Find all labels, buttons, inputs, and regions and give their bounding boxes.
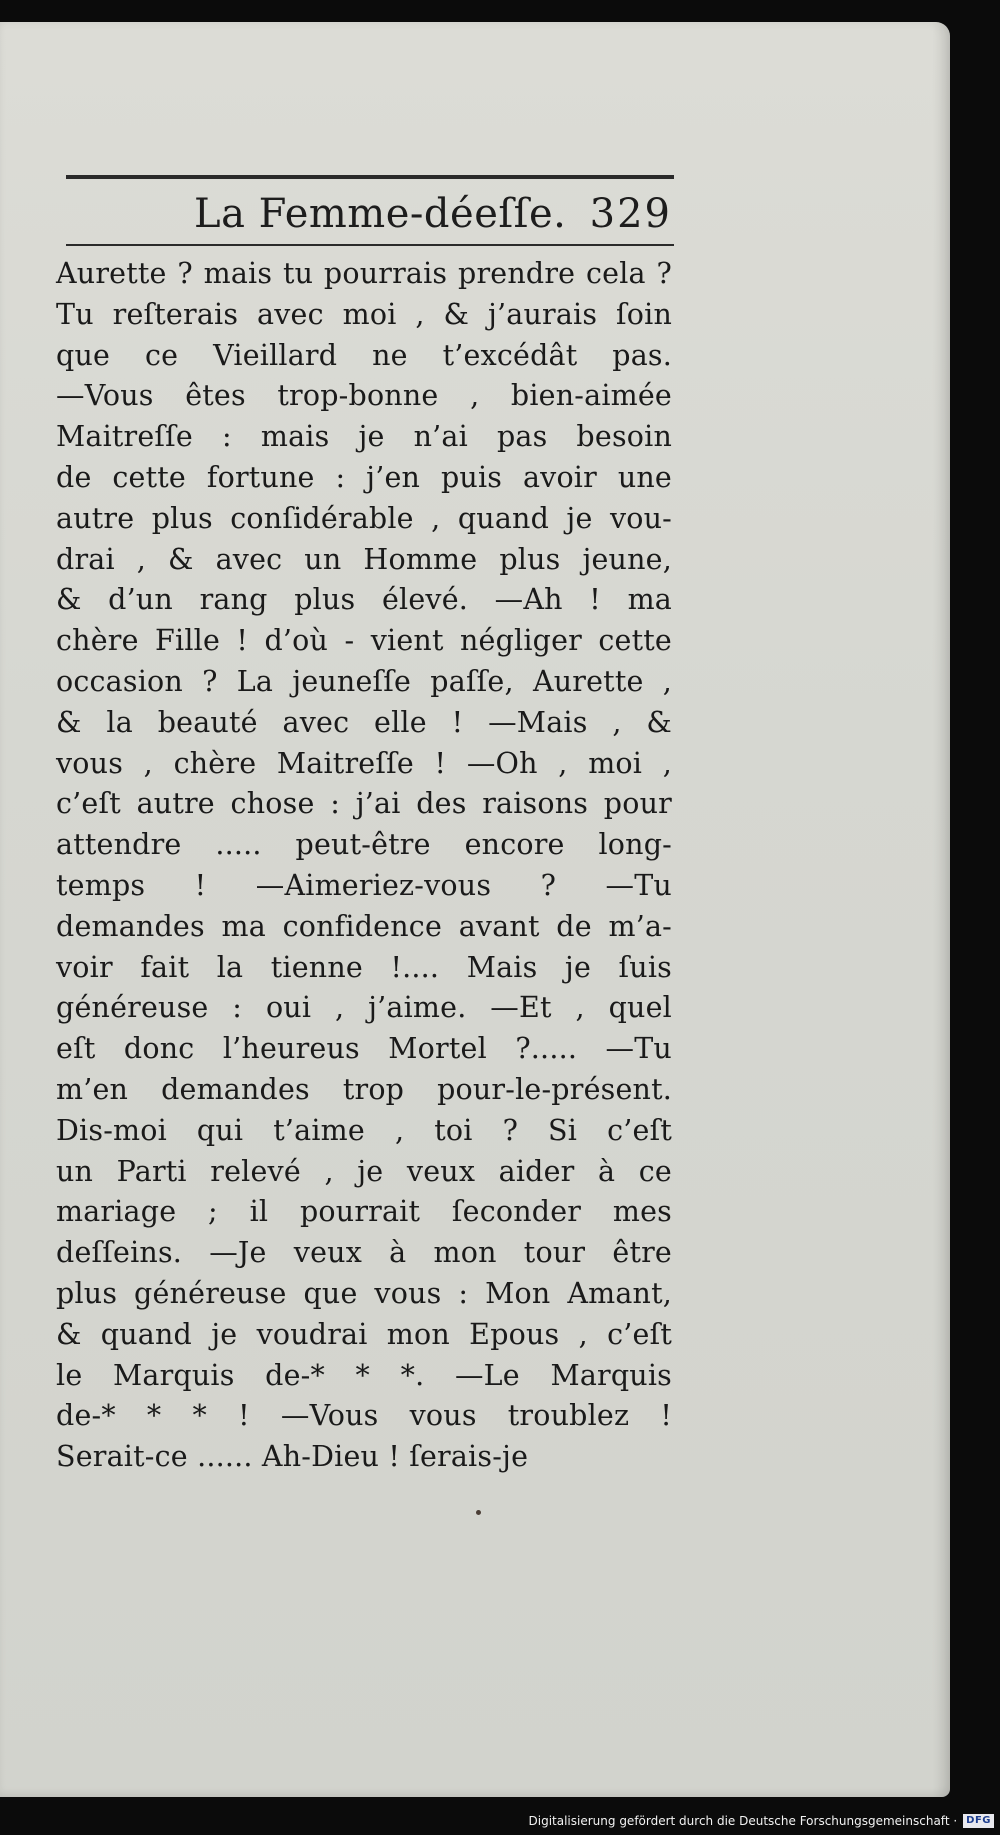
text-line: attendre ..... peut-être encore long- bbox=[56, 828, 672, 862]
text-line: voir fait la tienne !.... Mais je ſuis bbox=[56, 950, 672, 984]
text-line: que ce Vieillard ne t’excédât pas. bbox=[56, 338, 672, 372]
text-line: demandes ma confidence avant de m’a- bbox=[56, 909, 672, 943]
text-line: plus généreuse que vous : Mon Amant, bbox=[56, 1276, 672, 1310]
credit-text: Digitalisierung gefördert durch die Deutsche Forschungsgemeinschaft · bbox=[528, 1814, 958, 1828]
text-line: chère Fille ! d’où - vient négliger cette bbox=[56, 624, 672, 658]
text-line: généreuse : oui , j’aime. —Et , quel bbox=[56, 991, 672, 1025]
text-line: drai , & avec un Homme plus jeune, bbox=[56, 542, 672, 576]
text-line: eſt donc l’heureus Mortel ?..... —Tu bbox=[56, 1032, 672, 1066]
dfg-logo-icon: DFG bbox=[963, 1814, 994, 1828]
digitization-credit bbox=[529, 1811, 994, 1831]
text-line: un Parti relevé , je veux aider à ce bbox=[56, 1154, 672, 1188]
text-line: m’en demandes trop pour-le-présent. bbox=[56, 1072, 672, 1106]
text-line: occasion ? La jeuneſſe paſſe, Aurette , bbox=[56, 664, 672, 698]
body-text bbox=[56, 254, 672, 1478]
text-line: vous , chère Maitreſſe ! —Oh , moi , bbox=[56, 746, 672, 780]
text-line: mariage ; il pourrait ſeconder mes bbox=[56, 1195, 672, 1229]
text-line: c’eſt autre chose : j’ai des raisons pour bbox=[56, 787, 672, 821]
text-line: de cette fortune : j’en puis avoir une bbox=[56, 460, 672, 494]
text-line: & d’un rang plus élevé. —Ah ! ma bbox=[56, 583, 672, 617]
text-line: Dis-moi qui t’aime , toi ? Si c’eſt bbox=[56, 1113, 672, 1147]
text-line: autre plus conſidérable , quand je vou- bbox=[56, 501, 672, 535]
paper-speck bbox=[476, 1510, 481, 1515]
text-line: le Marquis de-* * *. —Le Marquis bbox=[56, 1358, 672, 1392]
header-rule-bottom bbox=[66, 244, 674, 246]
text-line: Tu reſterais avec moi , & j’aurais ſoin bbox=[56, 297, 672, 331]
running-title: La Femme-déeſſe. bbox=[194, 191, 567, 237]
running-header bbox=[66, 185, 674, 243]
text-line: temps ! —Aimeriez-vous ? —Tu bbox=[56, 868, 672, 902]
page-number: 329 bbox=[589, 191, 672, 237]
text-line: de-* * * ! —Vous vous troublez ! bbox=[56, 1399, 672, 1433]
text-line: Maitreſſe : mais je n’ai pas besoin bbox=[56, 420, 672, 454]
text-line: deſſeins. —Je veux à mon tour être bbox=[56, 1236, 672, 1270]
text-line: —Vous êtes trop-bonne , bien-aimée bbox=[56, 379, 672, 413]
text-line: & la beauté avec elle ! —Mais , & bbox=[56, 705, 672, 739]
header-rule-top bbox=[66, 175, 674, 179]
book-page bbox=[0, 22, 950, 1797]
text-line: & quand je voudrai mon Epous , c’eſt bbox=[56, 1317, 672, 1351]
text-line: Aurette ? mais tu pourrais prendre cela ? bbox=[56, 257, 672, 290]
text-line: Serait-ce ...... Ah-Dieu ! ſerais-je bbox=[56, 1440, 529, 1474]
